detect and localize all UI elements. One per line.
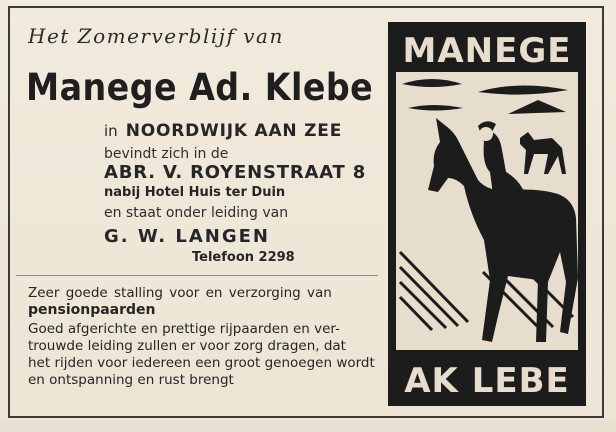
in-prefix: in [104,122,118,140]
business-name: Manege Ad. Klebe [26,66,374,109]
paragraph-line: het rijden voor iedereen een groot genoegen wordt [28,355,375,371]
paragraph-line: Goed afgerichte en prettige rijpaarden en ver- [28,321,340,337]
paper-edge [0,420,616,432]
manager-name: G. W. LANGEN [104,226,270,247]
near-hotel-line: nabij Hotel Huis ter Duin [104,185,286,200]
management-line: en staat onder leiding van [104,205,289,221]
paragraph-line: trouwde leiding zullen er voor zorg dragen, dat [28,338,346,354]
street-address: ABR. V. ROYENSTRAAT 8 [104,162,367,183]
intro-line: Het Zomerverblijf van [28,24,284,48]
woodcut-top-lettering: MANEGE [402,31,572,71]
town-name: NOORDWIJK AAN ZEE [125,121,343,141]
phone-number: Telefoon 2298 [192,250,295,265]
woodcut-illustration [388,22,586,406]
section-divider [16,275,378,276]
paragraph-line: en ontspanning en rust brengt [28,372,234,388]
located-in-line: bevindt zich in de [104,146,229,162]
rider-face [479,127,493,141]
town-line [104,121,342,141]
paragraph-line: Zeer goede stalling voor en verzorging van [28,285,332,301]
woodcut-bottom-lettering: AK LEBE [404,361,570,401]
paragraph-line-bold: pensionpaarden [28,302,156,318]
